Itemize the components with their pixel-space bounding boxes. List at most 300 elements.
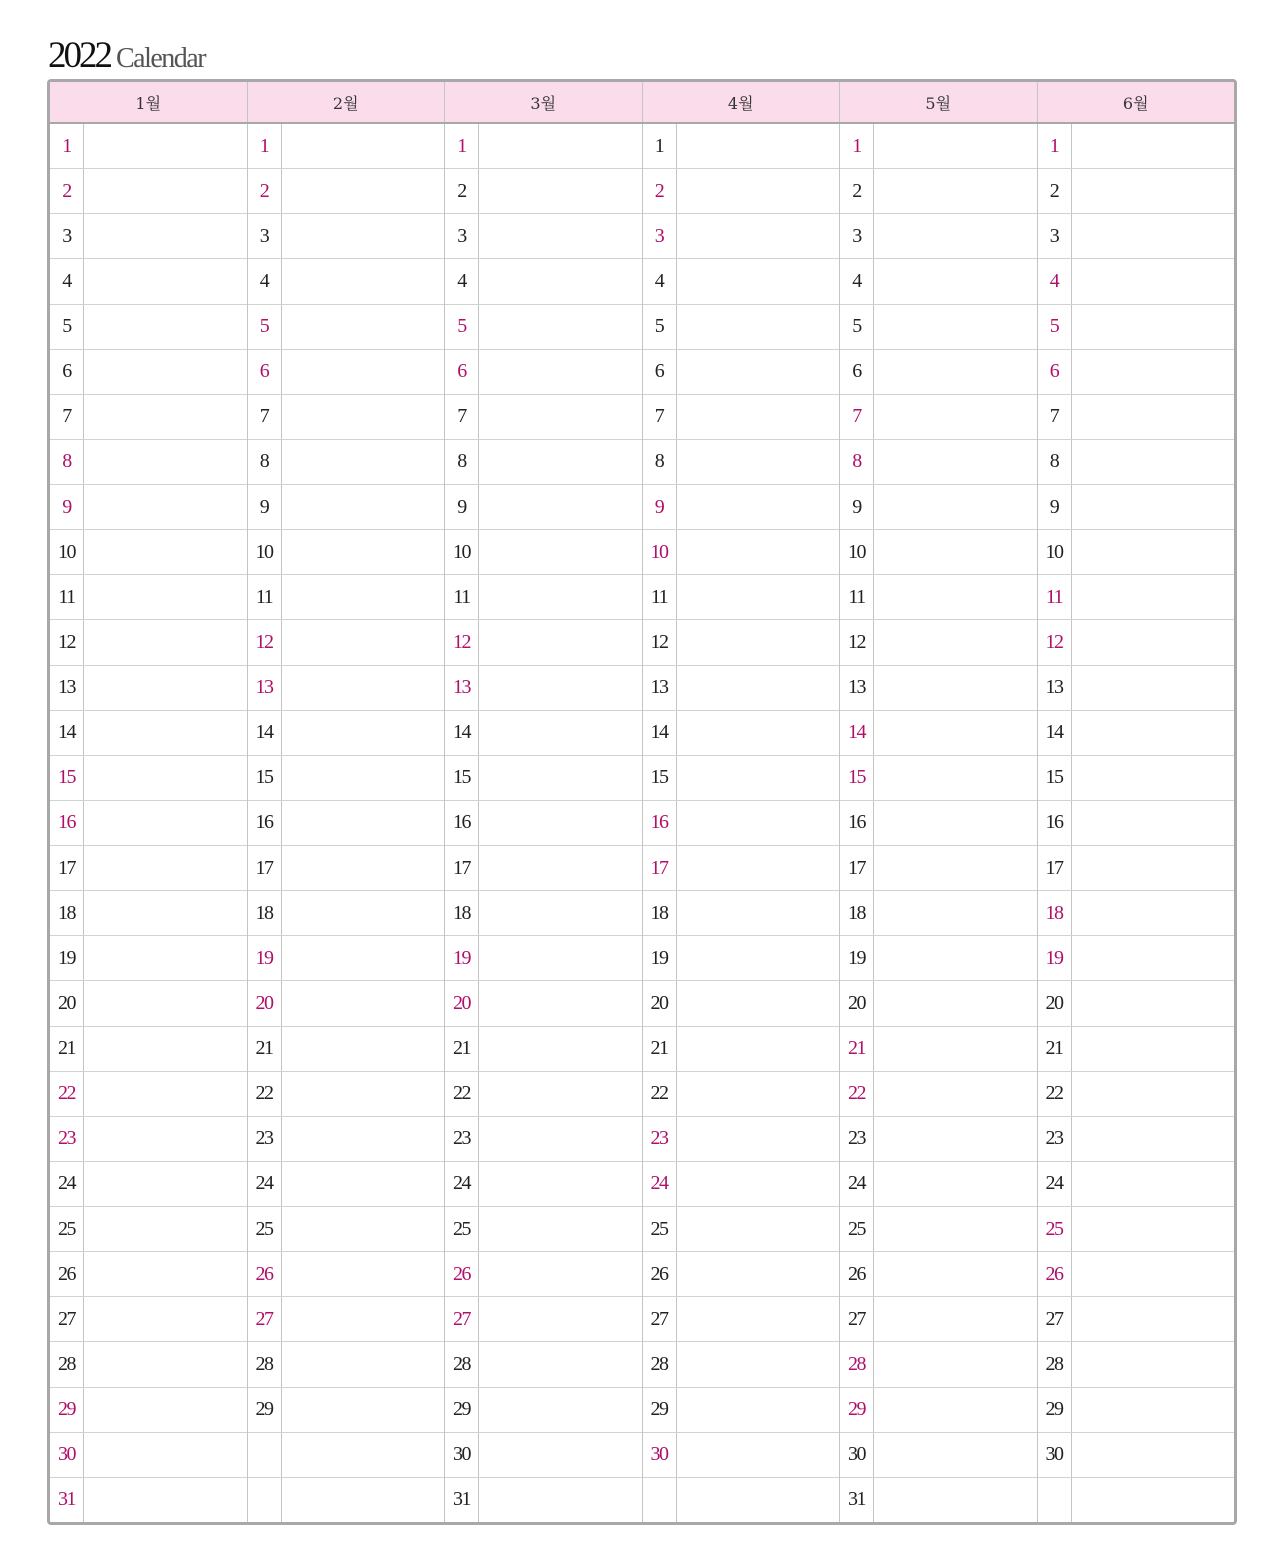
day-memo-cell[interactable] <box>677 259 840 303</box>
day-memo-cell[interactable] <box>1072 1252 1235 1296</box>
day-memo-cell[interactable] <box>1072 214 1235 258</box>
month-column-1 <box>50 124 247 1522</box>
day-number: 22 <box>1038 1072 1072 1116</box>
day-memo-cell[interactable] <box>677 891 840 935</box>
day-memo-cell[interactable] <box>677 350 840 394</box>
calendar-grid <box>47 79 1237 1525</box>
day-memo-cell[interactable] <box>1072 1207 1235 1251</box>
day-memo-cell[interactable] <box>479 124 642 168</box>
day-memo-cell[interactable] <box>874 1072 1037 1116</box>
day-memo-cell[interactable] <box>874 530 1037 574</box>
day-memo-cell[interactable] <box>874 305 1037 349</box>
day-memo-cell[interactable] <box>479 1207 642 1251</box>
day-memo-cell[interactable] <box>84 1388 247 1432</box>
day-memo-cell[interactable] <box>677 1252 840 1296</box>
day-row <box>248 529 445 574</box>
day-memo-cell[interactable] <box>874 124 1037 168</box>
day-memo-cell[interactable] <box>282 1342 445 1386</box>
day-memo-cell[interactable] <box>282 214 445 258</box>
day-number: 15 <box>1038 756 1072 800</box>
day-memo-cell[interactable] <box>874 801 1037 845</box>
day-memo-cell[interactable] <box>479 1072 642 1116</box>
day-row <box>50 665 247 710</box>
day-number: 16 <box>50 801 84 845</box>
day-memo-cell[interactable] <box>1072 711 1235 755</box>
day-memo-cell[interactable] <box>874 214 1037 258</box>
day-row <box>1038 755 1235 800</box>
day-memo-cell[interactable] <box>677 214 840 258</box>
day-row <box>1038 1432 1235 1477</box>
day-number: 28 <box>50 1342 84 1386</box>
day-number: 8 <box>643 440 677 484</box>
day-memo-cell[interactable] <box>479 1478 642 1522</box>
day-memo-cell[interactable] <box>479 485 642 529</box>
day-memo-cell[interactable] <box>479 350 642 394</box>
day-memo-cell[interactable] <box>874 1027 1037 1071</box>
day-memo-cell[interactable] <box>874 711 1037 755</box>
day-number: 2 <box>840 169 874 213</box>
day-number: 9 <box>643 485 677 529</box>
day-number: 23 <box>643 1117 677 1161</box>
day-memo-cell[interactable] <box>1072 936 1235 980</box>
day-memo-cell[interactable] <box>1072 620 1235 664</box>
day-memo-cell[interactable] <box>84 350 247 394</box>
day-memo-cell[interactable] <box>677 846 840 890</box>
day-memo-cell[interactable] <box>282 1433 445 1477</box>
day-memo-cell[interactable] <box>874 1433 1037 1477</box>
day-memo-cell[interactable] <box>874 936 1037 980</box>
day-memo-cell[interactable] <box>677 1478 840 1522</box>
day-memo-cell[interactable] <box>1072 485 1235 529</box>
day-row <box>643 1071 840 1116</box>
day-row <box>50 845 247 890</box>
day-row <box>1038 800 1235 845</box>
day-memo-cell[interactable] <box>84 305 247 349</box>
day-memo-cell[interactable] <box>282 1072 445 1116</box>
day-memo-cell[interactable] <box>874 169 1037 213</box>
day-memo-cell[interactable] <box>479 440 642 484</box>
day-memo-cell[interactable] <box>282 1162 445 1206</box>
day-memo-cell[interactable] <box>84 891 247 935</box>
day-memo-cell[interactable] <box>1072 169 1235 213</box>
day-memo-cell[interactable] <box>479 981 642 1025</box>
day-memo-cell[interactable] <box>1072 1342 1235 1386</box>
day-memo-cell[interactable] <box>282 936 445 980</box>
day-memo-cell[interactable] <box>479 1027 642 1071</box>
day-row <box>50 168 247 213</box>
day-memo-cell[interactable] <box>677 666 840 710</box>
day-row <box>248 1341 445 1386</box>
day-memo-cell[interactable] <box>84 169 247 213</box>
day-number: 21 <box>643 1027 677 1071</box>
day-memo-cell[interactable] <box>874 891 1037 935</box>
day-number: 22 <box>445 1072 479 1116</box>
day-memo-cell[interactable] <box>84 756 247 800</box>
day-memo-cell[interactable] <box>677 801 840 845</box>
day-memo-cell[interactable] <box>282 530 445 574</box>
day-number: 7 <box>248 395 282 439</box>
day-row <box>840 1251 1037 1296</box>
day-number: 27 <box>445 1297 479 1341</box>
day-number: 18 <box>1038 891 1072 935</box>
day-memo-cell[interactable] <box>479 1162 642 1206</box>
day-row <box>248 439 445 484</box>
day-memo-cell[interactable] <box>677 936 840 980</box>
day-memo-cell[interactable] <box>874 1252 1037 1296</box>
day-memo-cell[interactable] <box>282 1478 445 1522</box>
day-memo-cell[interactable] <box>84 620 247 664</box>
day-row <box>643 755 840 800</box>
day-number: 16 <box>445 801 479 845</box>
day-row <box>643 890 840 935</box>
day-memo-cell[interactable] <box>479 214 642 258</box>
day-memo-cell[interactable] <box>1072 801 1235 845</box>
day-memo-cell[interactable] <box>677 1342 840 1386</box>
day-row <box>445 1296 642 1341</box>
day-memo-cell[interactable] <box>1072 1117 1235 1161</box>
day-memo-cell[interactable] <box>84 666 247 710</box>
day-memo-cell[interactable] <box>874 1342 1037 1386</box>
day-number: 22 <box>50 1072 84 1116</box>
day-memo-cell[interactable] <box>874 620 1037 664</box>
day-memo-cell[interactable] <box>874 1207 1037 1251</box>
day-row <box>840 349 1037 394</box>
day-memo-cell[interactable] <box>282 395 445 439</box>
day-memo-cell[interactable] <box>282 305 445 349</box>
day-memo-cell[interactable] <box>1072 440 1235 484</box>
day-memo-cell[interactable] <box>282 846 445 890</box>
day-memo-cell[interactable] <box>1072 124 1235 168</box>
day-row <box>643 1116 840 1161</box>
day-memo-cell[interactable] <box>84 1478 247 1522</box>
month-column-5 <box>839 124 1037 1522</box>
day-memo-cell[interactable] <box>1072 981 1235 1025</box>
day-number: 31 <box>840 1478 874 1522</box>
day-memo-cell[interactable] <box>282 485 445 529</box>
day-row <box>445 1341 642 1386</box>
day-number: 12 <box>1038 620 1072 664</box>
day-memo-cell[interactable] <box>479 846 642 890</box>
day-memo-cell[interactable] <box>677 530 840 574</box>
day-memo-cell[interactable] <box>479 169 642 213</box>
day-number: 23 <box>50 1117 84 1161</box>
day-memo-cell[interactable] <box>282 801 445 845</box>
day-row <box>445 1477 642 1522</box>
day-number: 31 <box>445 1478 479 1522</box>
day-memo-cell[interactable] <box>84 1342 247 1386</box>
day-number: 1 <box>445 124 479 168</box>
day-row <box>840 168 1037 213</box>
day-memo-cell[interactable] <box>1072 1072 1235 1116</box>
day-row <box>840 1161 1037 1206</box>
day-row <box>248 800 445 845</box>
day-row <box>445 394 642 439</box>
day-memo-cell[interactable] <box>1072 666 1235 710</box>
day-row <box>1038 1477 1235 1522</box>
day-number: 3 <box>840 214 874 258</box>
day-memo-cell[interactable] <box>282 666 445 710</box>
day-row <box>248 1296 445 1341</box>
month-header-row <box>50 82 1234 124</box>
day-memo-cell[interactable] <box>282 981 445 1025</box>
day-memo-cell[interactable] <box>677 1388 840 1432</box>
day-memo-cell[interactable] <box>1072 1297 1235 1341</box>
day-memo-cell[interactable] <box>874 756 1037 800</box>
day-row <box>50 619 247 664</box>
day-row <box>840 1116 1037 1161</box>
day-memo-cell[interactable] <box>84 485 247 529</box>
day-memo-cell[interactable] <box>282 350 445 394</box>
day-number: 19 <box>248 936 282 980</box>
day-memo-cell[interactable] <box>1072 1433 1235 1477</box>
day-row <box>445 755 642 800</box>
day-memo-cell[interactable] <box>677 711 840 755</box>
day-number: 1 <box>840 124 874 168</box>
day-memo-cell[interactable] <box>84 936 247 980</box>
day-number: 19 <box>643 936 677 980</box>
day-memo-cell[interactable] <box>1072 259 1235 303</box>
day-number: 29 <box>840 1388 874 1432</box>
day-memo-cell[interactable] <box>479 395 642 439</box>
day-memo-cell[interactable] <box>677 981 840 1025</box>
day-row <box>840 845 1037 890</box>
day-row <box>643 1206 840 1251</box>
day-memo-cell[interactable] <box>479 305 642 349</box>
day-memo-cell[interactable] <box>282 891 445 935</box>
day-memo-cell[interactable] <box>1072 350 1235 394</box>
day-number: 29 <box>50 1388 84 1432</box>
day-memo-cell[interactable] <box>84 1433 247 1477</box>
day-memo-cell[interactable] <box>677 1027 840 1071</box>
day-memo-cell[interactable] <box>84 1027 247 1071</box>
day-number: 22 <box>643 1072 677 1116</box>
day-row <box>445 800 642 845</box>
day-memo-cell[interactable] <box>874 440 1037 484</box>
day-number: 16 <box>1038 801 1072 845</box>
day-number: 26 <box>248 1252 282 1296</box>
day-memo-cell[interactable] <box>479 1297 642 1341</box>
day-memo-cell[interactable] <box>874 485 1037 529</box>
day-memo-cell[interactable] <box>479 936 642 980</box>
day-memo-cell[interactable] <box>677 305 840 349</box>
day-row <box>50 1432 247 1477</box>
day-number: 17 <box>50 846 84 890</box>
day-memo-cell[interactable] <box>84 395 247 439</box>
day-memo-cell[interactable] <box>479 1117 642 1161</box>
day-row <box>643 1296 840 1341</box>
title-label: Calendar <box>116 43 206 74</box>
day-memo-cell[interactable] <box>282 756 445 800</box>
day-row <box>840 755 1037 800</box>
day-row <box>643 349 840 394</box>
day-memo-cell[interactable] <box>479 1433 642 1477</box>
day-memo-cell[interactable] <box>874 981 1037 1025</box>
month-header-1: 1월 <box>135 93 162 113</box>
day-row <box>1038 258 1235 303</box>
day-memo-cell[interactable] <box>479 1252 642 1296</box>
day-row <box>840 304 1037 349</box>
day-row <box>248 1026 445 1071</box>
day-memo-cell[interactable] <box>84 1297 247 1341</box>
day-memo-cell[interactable] <box>874 846 1037 890</box>
day-memo-cell[interactable] <box>84 711 247 755</box>
day-memo-cell[interactable] <box>677 1072 840 1116</box>
day-memo-cell[interactable] <box>677 395 840 439</box>
day-memo-cell[interactable] <box>1072 756 1235 800</box>
day-memo-cell[interactable] <box>677 1433 840 1477</box>
day-memo-cell[interactable] <box>1072 1388 1235 1432</box>
day-memo-cell[interactable] <box>1072 1027 1235 1071</box>
day-number: 21 <box>248 1027 282 1071</box>
day-memo-cell[interactable] <box>874 259 1037 303</box>
day-number: 15 <box>643 756 677 800</box>
day-memo-cell[interactable] <box>282 711 445 755</box>
day-memo-cell[interactable] <box>479 756 642 800</box>
day-memo-cell[interactable] <box>479 1342 642 1386</box>
day-memo-cell[interactable] <box>479 711 642 755</box>
day-memo-cell[interactable] <box>874 575 1037 619</box>
day-number: 25 <box>50 1207 84 1251</box>
day-memo-cell[interactable] <box>677 485 840 529</box>
day-memo-cell[interactable] <box>84 259 247 303</box>
day-number: 25 <box>248 1207 282 1251</box>
day-number: 19 <box>445 936 479 980</box>
day-memo-cell[interactable] <box>874 1117 1037 1161</box>
day-memo-cell[interactable] <box>84 1162 247 1206</box>
day-row <box>643 484 840 529</box>
day-memo-cell[interactable] <box>282 620 445 664</box>
day-row <box>248 1071 445 1116</box>
day-number: 9 <box>248 485 282 529</box>
day-row <box>840 1432 1037 1477</box>
day-memo-cell[interactable] <box>84 214 247 258</box>
day-memo-cell[interactable] <box>282 1388 445 1432</box>
day-memo-cell[interactable] <box>874 1388 1037 1432</box>
day-memo-cell[interactable] <box>677 1207 840 1251</box>
day-memo-cell[interactable] <box>84 1207 247 1251</box>
day-memo-cell[interactable] <box>479 575 642 619</box>
day-memo-cell[interactable] <box>282 1252 445 1296</box>
day-number: 13 <box>643 666 677 710</box>
day-memo-cell[interactable] <box>1072 395 1235 439</box>
day-memo-cell[interactable] <box>874 1478 1037 1522</box>
day-number: 19 <box>840 936 874 980</box>
day-memo-cell[interactable] <box>677 440 840 484</box>
day-memo-cell[interactable] <box>84 440 247 484</box>
day-number: 28 <box>643 1342 677 1386</box>
day-memo-cell[interactable] <box>282 124 445 168</box>
day-memo-cell[interactable] <box>1072 1162 1235 1206</box>
day-memo-cell[interactable] <box>479 620 642 664</box>
day-memo-cell[interactable] <box>282 1027 445 1071</box>
page-title <box>48 34 205 74</box>
day-memo-cell[interactable] <box>282 169 445 213</box>
day-memo-cell[interactable] <box>282 1207 445 1251</box>
day-memo-cell[interactable] <box>677 1297 840 1341</box>
day-memo-cell[interactable] <box>1072 530 1235 574</box>
day-memo-cell[interactable] <box>282 259 445 303</box>
day-memo-cell[interactable] <box>677 620 840 664</box>
day-row <box>50 1206 247 1251</box>
day-memo-cell[interactable] <box>677 169 840 213</box>
day-row <box>840 574 1037 619</box>
day-memo-cell[interactable] <box>282 1117 445 1161</box>
day-memo-cell[interactable] <box>479 801 642 845</box>
day-number: 12 <box>248 620 282 664</box>
day-memo-cell[interactable] <box>84 1117 247 1161</box>
day-memo-cell[interactable] <box>677 756 840 800</box>
day-memo-cell[interactable] <box>84 981 247 1025</box>
day-row <box>1038 1071 1235 1116</box>
day-row <box>643 710 840 755</box>
day-memo-cell[interactable] <box>84 846 247 890</box>
day-row <box>445 710 642 755</box>
day-memo-cell[interactable] <box>677 124 840 168</box>
day-row <box>248 484 445 529</box>
day-row <box>445 124 642 168</box>
day-memo-cell[interactable] <box>1072 305 1235 349</box>
day-memo-cell[interactable] <box>479 530 642 574</box>
day-memo-cell[interactable] <box>479 891 642 935</box>
day-memo-cell[interactable] <box>1072 575 1235 619</box>
day-row <box>643 1251 840 1296</box>
day-memo-cell[interactable] <box>677 1162 840 1206</box>
day-memo-cell[interactable] <box>84 530 247 574</box>
day-memo-cell[interactable] <box>874 1297 1037 1341</box>
day-memo-cell[interactable] <box>84 124 247 168</box>
day-number: 31 <box>50 1478 84 1522</box>
day-memo-cell[interactable] <box>84 1252 247 1296</box>
day-memo-cell[interactable] <box>874 350 1037 394</box>
day-memo-cell[interactable] <box>479 666 642 710</box>
day-number: 26 <box>643 1252 677 1296</box>
day-row <box>50 213 247 258</box>
day-row <box>248 1161 445 1206</box>
day-row <box>445 935 642 980</box>
day-memo-cell[interactable] <box>874 1162 1037 1206</box>
day-row <box>50 1251 247 1296</box>
day-memo-cell[interactable] <box>84 1072 247 1116</box>
day-number: 9 <box>50 485 84 529</box>
day-memo-cell[interactable] <box>1072 846 1235 890</box>
day-row <box>445 980 642 1025</box>
day-memo-cell[interactable] <box>84 801 247 845</box>
day-memo-cell[interactable] <box>677 1117 840 1161</box>
day-row <box>445 619 642 664</box>
day-number: 13 <box>445 666 479 710</box>
day-row <box>1038 484 1235 529</box>
day-row <box>50 1161 247 1206</box>
day-row <box>445 258 642 303</box>
day-number: 1 <box>643 124 677 168</box>
day-memo-cell[interactable] <box>282 575 445 619</box>
day-row <box>445 1251 642 1296</box>
day-memo-cell[interactable] <box>874 666 1037 710</box>
day-memo-cell[interactable] <box>479 1388 642 1432</box>
day-memo-cell[interactable] <box>1072 1478 1235 1522</box>
day-row <box>1038 619 1235 664</box>
day-memo-cell[interactable] <box>282 440 445 484</box>
day-number: 30 <box>445 1433 479 1477</box>
day-memo-cell[interactable] <box>84 575 247 619</box>
day-memo-cell[interactable] <box>282 1297 445 1341</box>
day-memo-cell[interactable] <box>1072 891 1235 935</box>
day-memo-cell[interactable] <box>479 259 642 303</box>
day-memo-cell[interactable] <box>874 395 1037 439</box>
day-row <box>643 394 840 439</box>
day-number: 7 <box>840 395 874 439</box>
day-memo-cell[interactable] <box>677 575 840 619</box>
